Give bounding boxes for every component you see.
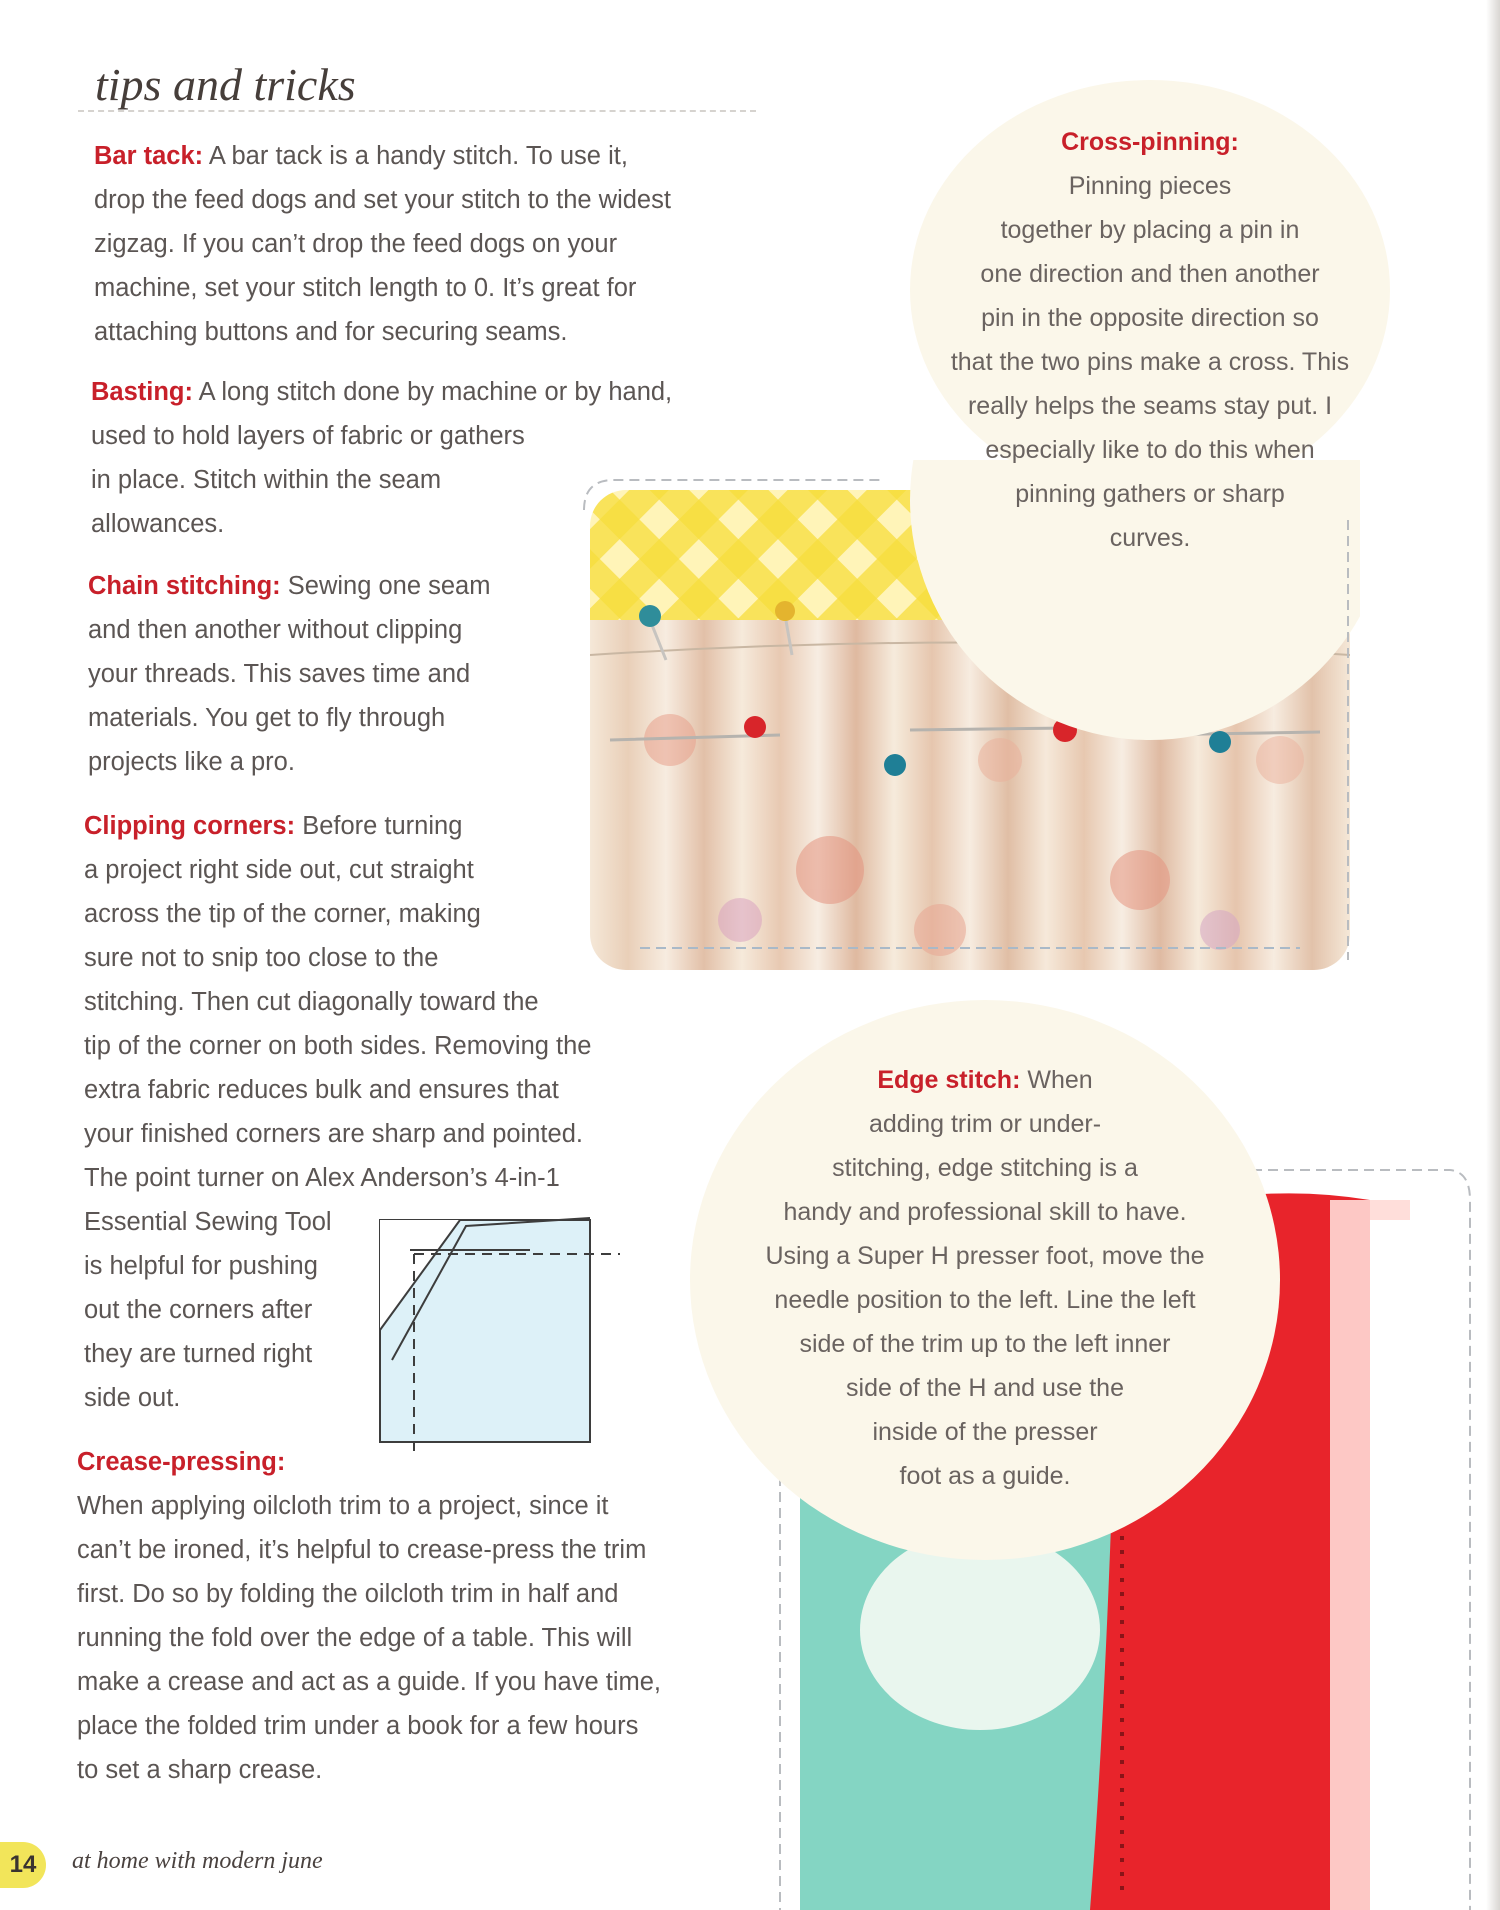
- tip-crease-pressing: [77, 1440, 661, 1792]
- tip-text-line: out the corners after: [84, 1296, 313, 1324]
- tip-text-line: a project right side out, cut straight: [84, 856, 474, 884]
- tip-text-line: your finished corners are sharp and pointed.: [84, 1120, 583, 1148]
- tip-text-line: side out.: [84, 1384, 181, 1412]
- tip-text-line: used to hold layers of fabric or gathers: [91, 422, 525, 450]
- bubble-text-line: foot as a guide.: [899, 1462, 1071, 1490]
- tip-text-line: place the folded trim under a book for a few hours: [77, 1712, 639, 1740]
- tip-text-line: The point turner on Alex Anderson’s 4-in-1: [84, 1164, 560, 1192]
- bubble-text-line: handy and professional skill to have.: [783, 1198, 1187, 1226]
- bubble-text-line: pinning gathers or sharp: [1015, 480, 1285, 508]
- tip-text-line: When applying oilcloth trim to a project, since it: [77, 1492, 609, 1520]
- tip-text-line: and then another without clipping: [88, 616, 463, 644]
- tip-text-line: extra fabric reduces bulk and ensures that: [84, 1076, 559, 1104]
- book-title: at home with modern june: [72, 1848, 323, 1874]
- bubble-text-line: stitching, edge stitching is a: [832, 1154, 1138, 1182]
- title-rule: [78, 110, 756, 112]
- tip-text-line: across the tip of the corner, making: [84, 900, 481, 928]
- tip-text-line: first. Do so by folding the oilcloth trim in half and: [77, 1580, 619, 1608]
- tip-text-line: Essential Sewing Tool: [84, 1208, 332, 1236]
- bubble-text-line: especially like to do this when: [985, 436, 1315, 464]
- tip-text-line: is helpful for pushing: [84, 1252, 318, 1280]
- tip-text-line: A bar tack is a handy stitch. To use it,: [203, 142, 628, 170]
- tip-text-line: Sewing one seam: [280, 572, 491, 600]
- bubble-text-line: Using a Super H presser foot, move the: [765, 1242, 1205, 1270]
- bubble-text-line: side of the H and use the: [846, 1374, 1124, 1402]
- tip-text-line: Before turning: [295, 812, 463, 840]
- tip-term: Bar tack:: [94, 142, 204, 170]
- tip-text-line: allowances.: [91, 510, 225, 538]
- tip-term: Clipping corners:: [84, 812, 296, 840]
- tip-text-line: your threads. This saves time and: [88, 660, 471, 688]
- bubble-text-line: curves.: [1109, 524, 1191, 552]
- bubble-text-line: When: [1020, 1066, 1093, 1094]
- tip-text-line: stitching. Then cut diagonally toward the: [84, 988, 539, 1016]
- bubble-text-line: really helps the seams stay put. I: [967, 392, 1333, 420]
- tip-text-line: make a crease and act as a guide. If you have time,: [77, 1668, 661, 1696]
- tip-term: Crease-pressing:: [77, 1448, 286, 1476]
- tip-text-line: projects like a pro.: [88, 748, 295, 776]
- tip-text-line: A long stitch done by machine or by hand,: [193, 378, 673, 406]
- tip-basting: [91, 370, 672, 546]
- tip-text-line: tip of the corner on both sides. Removing the: [84, 1032, 592, 1060]
- tip-text-line: can’t be ironed, it’s helpful to crease-press the trim: [77, 1536, 647, 1564]
- bubble-text-line: pin in the opposite direction so: [981, 304, 1319, 332]
- bubble-text-line: that the two pins make a cross. This: [950, 348, 1350, 376]
- tip-text-line: attaching buttons and for securing seams.: [94, 318, 568, 346]
- tip-text-line: zigzag. If you can’t drop the feed dogs on your: [94, 230, 618, 258]
- tip-text-line: sure not to snip too close to the: [84, 944, 439, 972]
- bubble-text-line: one direction and then another: [980, 260, 1320, 288]
- bubble-text-line: side of the trim up to the left inner: [799, 1330, 1171, 1358]
- bubble-text-line: Pinning pieces: [1068, 172, 1232, 200]
- tip-text-line: to set a sharp crease.: [77, 1756, 323, 1784]
- tip-text-line: in place. Stitch within the seam: [91, 466, 442, 494]
- bubble-text-line: together by placing a pin in: [1000, 216, 1300, 244]
- tip-text-line: materials. You get to fly through: [88, 704, 446, 732]
- tip-bar-tack: [94, 134, 671, 354]
- page-number: 14: [0, 1842, 46, 1888]
- bubble-text-line: needle position to the left. Line the left: [774, 1286, 1196, 1314]
- tip-text-line: they are turned right: [84, 1340, 313, 1368]
- bubble-text-line: adding trim or under-: [868, 1110, 1102, 1138]
- page-title: tips and tricks: [95, 59, 356, 110]
- bubble-term: Edge stitch:: [877, 1066, 1021, 1094]
- tip-term: Chain stitching:: [88, 572, 281, 600]
- tip-text-line: running the fold over the edge of a table. This will: [77, 1624, 633, 1652]
- tip-text-line: machine, set your stitch length to 0. It’s great for: [94, 274, 637, 302]
- tip-text-line: drop the feed dogs and set your stitch to the widest: [94, 186, 671, 214]
- cross-pinning-text: [900, 120, 1400, 560]
- tip-clipping-corners: [84, 804, 591, 1420]
- tip-chain-stitching: [88, 564, 490, 784]
- tip-term: Basting:: [91, 378, 193, 406]
- bubble-term: Cross-pinning:: [1061, 128, 1239, 156]
- edge-stitch-text: [690, 1058, 1280, 1498]
- bubble-text-line: inside of the presser: [872, 1418, 1098, 1446]
